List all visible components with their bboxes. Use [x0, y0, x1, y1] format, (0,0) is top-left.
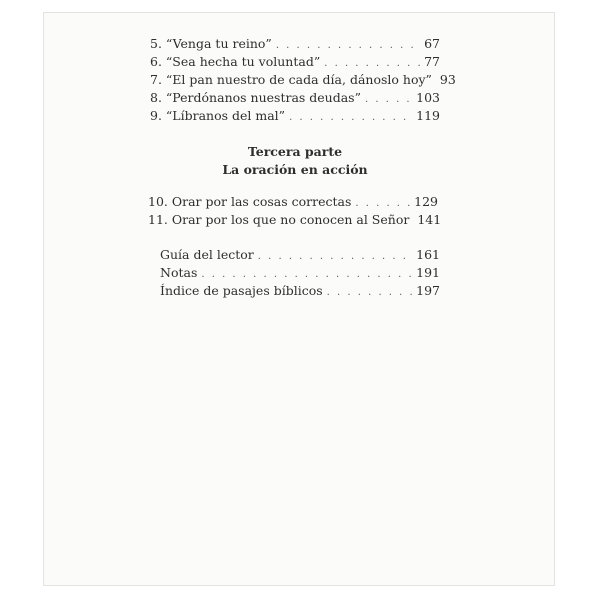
dot-leader	[327, 285, 412, 301]
chapter-number: 5.	[150, 36, 162, 51]
section-title: Índice de pasajes bíblicos	[160, 283, 323, 298]
chapter-number: 11.	[148, 212, 168, 227]
toc-entry	[160, 247, 440, 265]
toc-entry	[148, 194, 438, 212]
toc-entry	[160, 265, 440, 283]
section-title: Notas	[160, 265, 198, 280]
toc-entry	[160, 283, 440, 301]
section-title: Guía del lector	[160, 247, 254, 262]
dot-leader	[289, 110, 412, 126]
page-number: 197	[416, 283, 440, 298]
toc-entry	[150, 108, 440, 126]
toc-entry	[150, 36, 440, 54]
page-number: 129	[414, 194, 438, 209]
chapter-title: Orar por las cosas correctas	[171, 194, 352, 209]
chapter-number: 8.	[150, 90, 162, 105]
toc-entry	[150, 90, 440, 108]
dot-leader	[276, 38, 420, 54]
page-number: 141	[417, 212, 442, 227]
page-number: 67	[424, 36, 440, 51]
dot-leader	[365, 92, 412, 108]
chapter-number: 9.	[150, 108, 162, 123]
chapter-title: “Perdónanos nuestras deudas”	[165, 90, 361, 105]
chapter-number: 7.	[150, 72, 162, 87]
page-number: 103	[416, 90, 440, 105]
chapter-number: 6.	[150, 54, 162, 69]
toc-entry	[150, 72, 456, 90]
part-label: Tercera parte	[247, 144, 343, 159]
page-number: 119	[416, 108, 440, 123]
dot-leader	[324, 56, 420, 72]
dot-leader	[201, 267, 412, 283]
toc-entry	[150, 54, 440, 72]
part-title: La oración en acción	[222, 162, 368, 177]
chapter-title: “El pan nuestro de cada día, dánoslo hoy”	[165, 72, 432, 87]
page-number: 93	[439, 72, 456, 87]
dot-leader	[355, 196, 410, 212]
chapter-title: “Venga tu reino”	[165, 36, 272, 51]
chapter-number: 10.	[148, 194, 168, 209]
page-number: 191	[416, 265, 440, 280]
page-number: 161	[416, 247, 440, 262]
chapter-title: Orar por los que no conocen al Señor	[171, 212, 410, 227]
chapter-title: “Sea hecha tu voluntad”	[165, 54, 321, 69]
chapter-title: “Líbranos del mal”	[165, 108, 286, 123]
toc-entry	[148, 212, 442, 230]
page-number: 77	[424, 54, 440, 69]
dot-leader	[258, 249, 412, 265]
